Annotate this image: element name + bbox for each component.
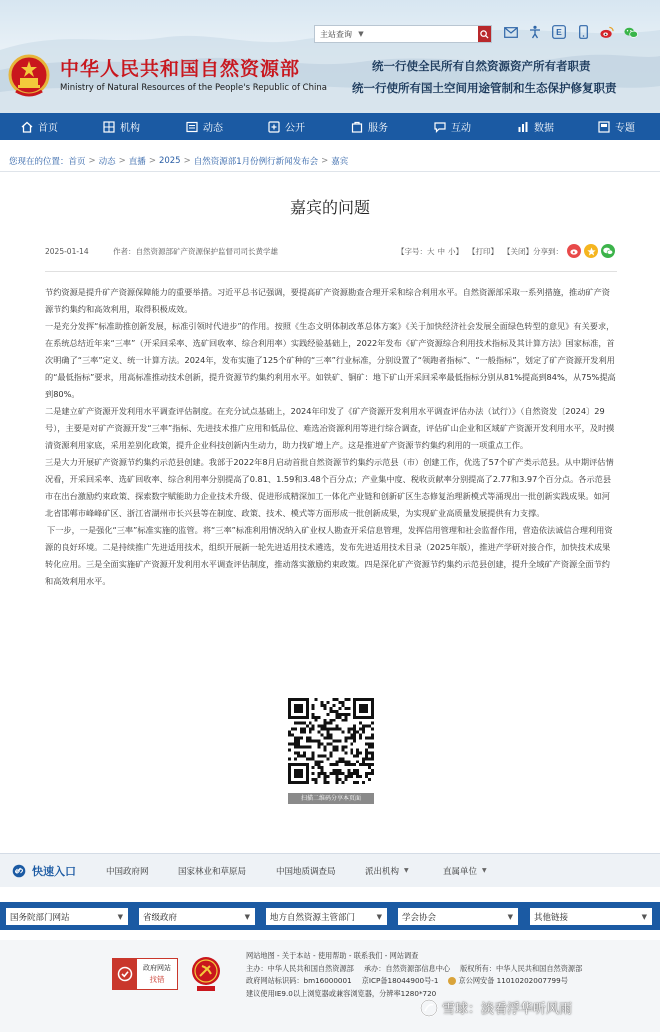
search-button[interactable] [478, 26, 491, 42]
nav-label: 首页 [38, 123, 58, 134]
select-label: 学会协会 [402, 912, 437, 923]
font-size-small[interactable]: 小 [448, 246, 456, 256]
footer-browser-tip: 建议使用IE9.0以上浏览器或兼容浏览器，分辨率1280*720 [246, 988, 437, 998]
select-label: 地方自然资源主管部门 [270, 912, 356, 923]
quick-link-label: 中国政府网 [106, 866, 149, 877]
article-paragraph: 二是建立矿产资源开发利用水平调查评估制度。在充分试点基础上，2024年印发了《矿产资源开发利用水平调查评估办法（试行）》（自然资发〔2024〕29号），主要是对矿产资源开发“三率”指标、先进技术推广应用和低品位、难选冶资源利用等进行综合调查，评估矿山企业和区域矿产资源开发利用水平，及时摸清资源利用家底，采用差别化政策，提升企业科技创新内生动力，助力找矿增上产。这是推进矿产资源节约集约利用的一项重点工作。 [45, 406, 615, 450]
search-scope[interactable]: 主站查询 [320, 29, 352, 39]
nav-label: 数据 [534, 123, 554, 134]
select-label: 其他链接 [534, 912, 569, 923]
link-icon [12, 864, 26, 878]
select-local-authority[interactable] [266, 908, 387, 925]
site-title[interactable]: 中华人民共和国自然资源部 [60, 58, 301, 80]
snowball-logo-icon [420, 999, 438, 1017]
footer-site-code: 政府网站标识码：bm16000001 [246, 976, 352, 985]
qr-caption: 扫描二维码分享本页面 [288, 793, 374, 804]
chevron-down-icon[interactable]: ▼ [358, 30, 364, 38]
site-footer [0, 940, 660, 1032]
slogan-2: 统一行使所有国土空间用途管制和生态保护修复职责 [352, 81, 617, 95]
national-emblem-icon [8, 53, 50, 101]
article-date: 2025-01-14 [45, 246, 89, 256]
chevron-down-icon: ▼ [482, 867, 487, 874]
party-emblem-icon[interactable] [190, 956, 222, 992]
home-icon [21, 121, 33, 133]
nav-item-public[interactable] [268, 113, 305, 140]
breadcrumb-separator: > [88, 155, 96, 166]
chevron-down-icon: ▼ [244, 912, 250, 921]
article-tools [397, 246, 538, 257]
chevron-down-icon: ▼ [507, 912, 513, 921]
meta-divider [45, 271, 617, 272]
article-paragraph: 节约资源是提升矿产资源保障能力的重要举措。习近平总书记强调，要提高矿产资源勘查合理开采和综合利用水平。自然资源部采取一系列措施，推动矿产资源节约集约和高效利用，取得积极成效。 [45, 287, 610, 314]
chevron-down-icon: ▼ [404, 867, 409, 874]
badge-text [137, 963, 177, 986]
qr-code-icon [288, 698, 374, 784]
font-size-medium[interactable]: 中 [437, 246, 445, 256]
nav-item-data[interactable] [517, 113, 554, 140]
badge-text-1: 政府网站 [143, 963, 171, 972]
article-paragraph: 三是大力开展矿产资源节约集约示范县创建。我部于2022年8月启动首批自然资源节约集约示范县（市）创建工作，优选了57个矿产类示范县。从中期评估情况看，开采回采率、选矿回收率、综合利用率分别提高了0.81、1.59和3.48个百分点；产业集中度、税收贡献率分别提高了2.77和3.97个百分点。各示范县市在出台激励约束政策、探索数字赋能助力企业技术升级、促进形成精深加工一体化产业链和创新矿区生态修复治理新模式等涌现出一批创新实践成果。如河北省邯郸市峰峰矿区、浙江省湖州市长兴县等在制度、政策、技术、模式等方面形成一批创新成果，为实现矿业高质量发展提供有力支撑。 [45, 457, 614, 518]
quick-link-forestry[interactable] [178, 865, 246, 877]
article-meta [45, 243, 617, 259]
quick-link-label: 中国地质调查局 [276, 866, 336, 877]
footer-organizer: 承办：自然资源部信息中心 [363, 963, 451, 973]
nav-label: 动态 [203, 123, 223, 134]
article-paragraph: 下一步，一是强化“三率”标准实施的监管。将“三率”标准利用情况纳入矿业权人勘查开采信息管理，发挥信用管理和社会监督作用，营造依法诚信合理利用资源的良好环境。二是持续推广先进适用技术，组织开展新一轮先进适用技术遴选，发布先进适用技术目录（2025年版），推进产学研对接合作，加快技术成果转化应用。三是全面实施矿产资源开发利用水平调查评估制度，推动落实激励约束政策。四是深化矿产资源节约集约示范县创建，提升全域矿产资源全面节约和高效利用水平。 [45, 525, 613, 586]
main-nav [0, 113, 660, 140]
wechat-icon[interactable] [624, 25, 638, 39]
quick-link-dispatched[interactable] [365, 865, 409, 877]
share-icons [567, 244, 615, 258]
quick-link-affiliated[interactable] [443, 865, 487, 877]
footer-icp[interactable]: 京ICP备18044900号-1 [361, 976, 439, 985]
share-label: 分享到： [533, 246, 563, 256]
chevron-down-icon: ▼ [641, 912, 647, 921]
watermark [420, 998, 572, 1017]
breadcrumb-item-news[interactable]: 动态 [98, 156, 116, 167]
article-author: 自然资源部矿产资源保护监督司司长黄学雄 [135, 246, 278, 256]
footer-copyright: 版权所有：中华人民共和国自然资源部 [460, 963, 583, 973]
article-paragraph: 一是充分发挥“标准助推创新发展，标准引领时代进步”的作用。按照《生态文明体制改革总体方案》《关于加快经济社会发展全面绿色转型的意见》有关要求，在系统总结近年来“三率”（开采回采率、选矿回收率、综合利用率）实践经验基础上，2022年发布《矿产资源综合利用技术指标及其计算方法》国家标准，首次明确了“三率”定义、统一计算方法。2024年，发布实施了125个矿种的“三率”行业标准，分别设置了“领跑者指标”、“一般指标”，划定了矿产资源开发利用的“最低指标”要求，用高标准推动技术创新，提升资源节约集约利用水平。如铁矿、铜矿：地下矿山开采回采率最低指标分别从81%提高到84%，从75%提高到80%。 [45, 321, 616, 399]
svg-text:E: E [556, 27, 562, 38]
nav-item-topic[interactable] [598, 113, 635, 140]
topic-icon [598, 121, 610, 133]
select-state-council[interactable] [6, 908, 128, 925]
search-icon [480, 30, 489, 39]
links-bar [0, 902, 660, 930]
site-header [0, 0, 660, 113]
select-label: 省级政府 [143, 912, 178, 923]
gov-site-logo-icon [113, 959, 137, 989]
chevron-down-icon: ▼ [117, 912, 123, 921]
english-icon[interactable] [552, 25, 566, 39]
search-box [314, 25, 492, 43]
share-qzone-icon[interactable] [584, 244, 598, 258]
watermark-text: 雪球：淡看浮华听风雨 [442, 1002, 573, 1017]
breadcrumb [0, 150, 660, 172]
interact-icon [434, 121, 446, 133]
news-icon [186, 121, 198, 133]
select-associations[interactable] [398, 908, 518, 925]
org-icon [103, 121, 115, 133]
quick-entry-bar [0, 853, 660, 887]
public-icon [268, 121, 280, 133]
nav-label: 服务 [368, 123, 388, 134]
site-title-en: Ministry of Natural Resources of the People's Republic of China [60, 83, 327, 93]
mail-icon[interactable] [504, 25, 518, 39]
print-button[interactable]: 【打印】 [468, 246, 498, 256]
gov-site-error-badge[interactable] [112, 958, 178, 990]
accessibility-icon[interactable] [528, 25, 542, 39]
nav-label: 专题 [615, 123, 635, 134]
breadcrumb-item-press-conference[interactable]: 自然资源部1月份例行新闻发布会 [193, 156, 319, 167]
footer-police[interactable] [448, 975, 567, 988]
quick-link-label: 直属单位 [443, 866, 478, 877]
nav-item-org[interactable] [103, 113, 140, 140]
search-input[interactable] [368, 26, 478, 42]
breadcrumb-item-live[interactable]: 直播 [128, 156, 146, 167]
nav-item-service[interactable] [351, 113, 388, 140]
quick-entry-title-text: 快速入口 [32, 864, 76, 878]
select-other-links[interactable] [530, 908, 652, 925]
font-size-close: 】 [455, 246, 463, 256]
top-icon-bar [504, 25, 638, 39]
select-provincial-gov[interactable] [139, 908, 255, 925]
police-badge-icon [448, 977, 456, 985]
quick-link-label: 派出机构 [365, 866, 400, 877]
data-icon [517, 121, 529, 133]
share-weibo-icon[interactable] [567, 244, 581, 258]
quick-entry-title [12, 863, 76, 879]
breadcrumb-item-home[interactable]: 首页 [68, 156, 86, 167]
quick-link-geology[interactable] [276, 865, 336, 877]
nav-item-interact[interactable] [434, 113, 471, 140]
footer-police-text: 京公网安备 11010202007799号 [458, 976, 568, 985]
font-size-label: 【字号： [397, 246, 427, 256]
quick-link-label: 国家林业和草原局 [178, 866, 247, 877]
nav-item-news[interactable] [186, 113, 223, 140]
share-wechat-icon[interactable] [601, 244, 615, 258]
nav-item-home[interactable] [21, 113, 58, 140]
breadcrumb-prefix: 您现在的位置： [9, 156, 69, 167]
font-size-large[interactable]: 大 [427, 246, 435, 256]
footer-nav-links[interactable]: 网站地图 - 关于本站 - 使用帮助 - 联系我们 - 网站调查 [246, 951, 419, 960]
qr-share [288, 698, 374, 804]
breadcrumb-separator: > [321, 155, 329, 166]
breadcrumb-item-year[interactable]: 2025 [158, 155, 181, 166]
breadcrumb-item-guest[interactable]: 嘉宾 [331, 156, 349, 167]
author-label: 作者： [113, 246, 136, 256]
article-body [45, 284, 617, 590]
badge-text-2: 找错 [149, 974, 165, 984]
slogan-1: 统一行使全民所有自然资源资产所有者职责 [372, 59, 591, 73]
nav-label: 互动 [451, 123, 471, 134]
chevron-down-icon: ▼ [376, 912, 382, 921]
nav-label: 公开 [285, 123, 305, 134]
footer-sponsor: 主办：中华人民共和国自然资源部 [246, 963, 354, 973]
breadcrumb-separator: > [118, 155, 126, 166]
article-title: 嘉宾的问题 [289, 198, 370, 217]
quick-link-gov[interactable] [106, 865, 149, 877]
breadcrumb-separator: > [148, 155, 156, 166]
service-icon [351, 121, 363, 133]
mobile-icon[interactable] [576, 25, 590, 39]
weibo-icon[interactable] [600, 25, 614, 39]
footer-info [246, 950, 582, 1000]
nav-label: 机构 [120, 123, 140, 134]
breadcrumb-separator: > [183, 155, 191, 166]
select-label: 国务院部门网站 [10, 912, 70, 923]
close-button[interactable]: 【关闭】 [503, 246, 533, 256]
